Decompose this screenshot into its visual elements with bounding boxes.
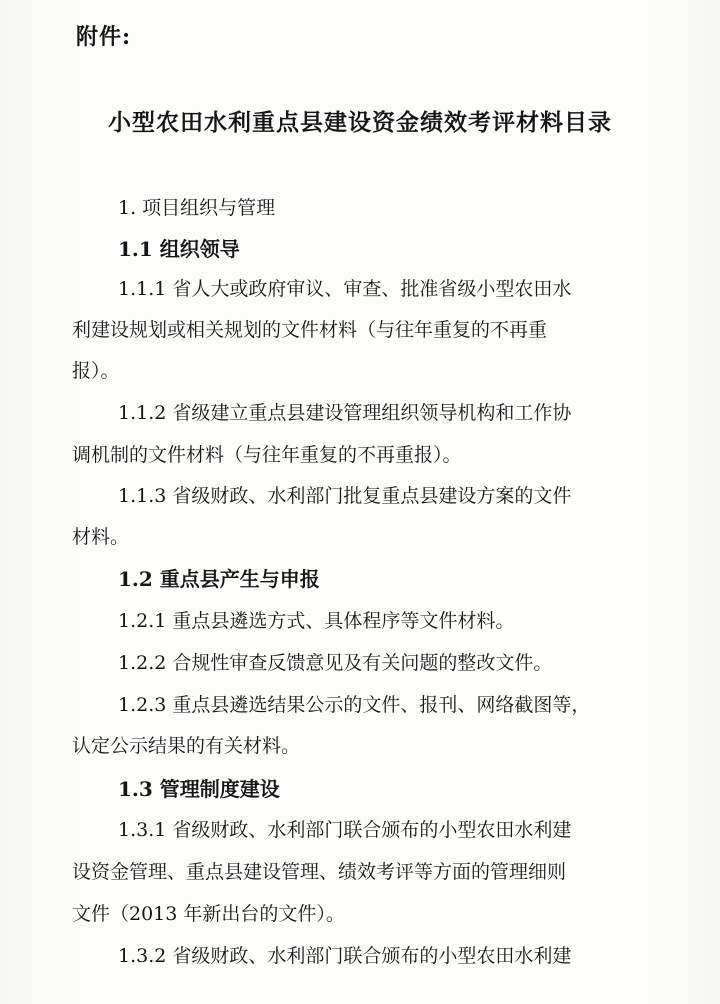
- attachment-label: 附件:: [76, 24, 132, 50]
- item-1-1-1-line-3: 报）。: [72, 360, 120, 382]
- item-1-1-2-line-2: 调机制的文件材料（与往年重复的不再重报）。: [72, 444, 462, 466]
- item-1-2-3-line-2: 认定公示结果的有关材料。: [72, 735, 301, 757]
- section-heading-1-2: 1.2 重点县产生与申报: [118, 567, 320, 591]
- document-title: 小型农田水利重点县建设资金绩效考评材料目录: [108, 109, 612, 136]
- item-1-1-1-line-2: 利建设规划或相关规划的文件材料（与往年重复的不再重: [72, 319, 548, 341]
- item-1-3-1-line-3: 文件（2013 年新出台的文件）。: [72, 903, 345, 925]
- section-heading-1: 1. 项目组织与管理: [118, 197, 276, 219]
- item-1-2-1: 1.2.1 重点县遴选方式、具体程序等文件材料。: [118, 610, 515, 632]
- item-1-1-3-line-2: 材料。: [72, 526, 130, 548]
- item-1-2-2: 1.2.2 合规性审查反馈意见及有关问题的整改文件。: [118, 652, 553, 674]
- section-heading-1-1: 1.1 组织领导: [118, 237, 240, 261]
- item-1-1-1-line-1: 1.1.1 省人大或政府审议、审查、批准省级小型农田水: [118, 278, 572, 300]
- item-1-1-2-line-1: 1.1.2 省级建立重点县建设管理组织领导机构和工作协: [118, 402, 572, 424]
- item-1-3-1-line-2: 设资金管理、重点县建设管理、绩效考评等方面的管理细则: [72, 861, 567, 883]
- section-heading-1-3: 1.3 管理制度建设: [118, 777, 280, 801]
- item-1-3-2-line-1: 1.3.2 省级财政、水利部门联合颁布的小型农田水利建: [118, 945, 572, 967]
- item-1-1-3-line-1: 1.1.3 省级财政、水利部门批复重点县建设方案的文件: [118, 485, 572, 507]
- item-1-3-1-line-1: 1.3.1 省级财政、水利部门联合颁布的小型农田水利建: [118, 819, 572, 841]
- item-1-2-3-line-1: 1.2.3 重点县遴选结果公示的文件、报刊、网络截图等，: [118, 694, 591, 716]
